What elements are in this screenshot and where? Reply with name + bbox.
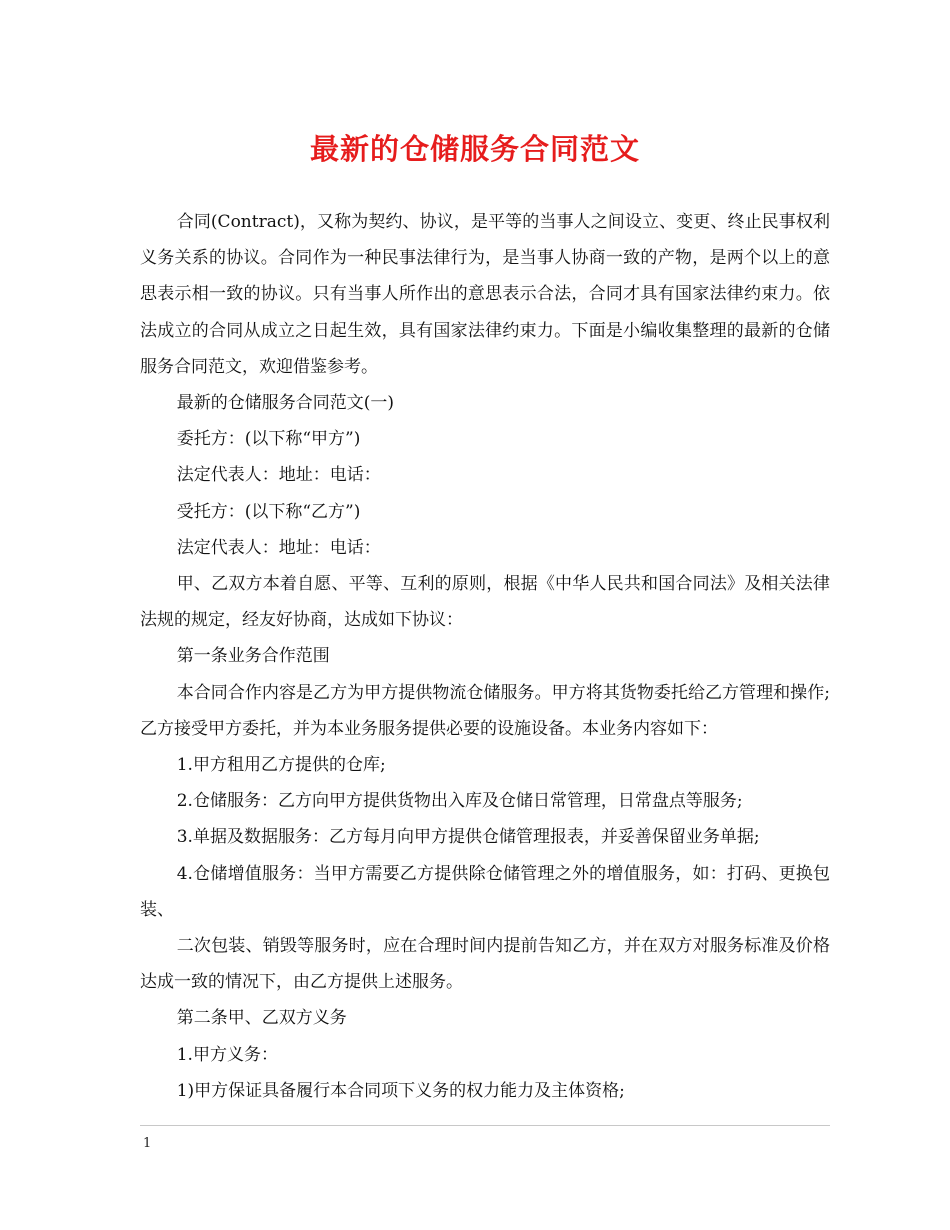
paragraph-item-1: 1.甲方租用乙方提供的仓库; bbox=[176, 755, 386, 776]
document-body bbox=[140, 204, 830, 1109]
paragraph-party-a: 委托方：(以下称“甲方”) bbox=[176, 429, 361, 450]
paragraph-party-a-duties: 1.甲方义务： bbox=[176, 1044, 278, 1065]
paragraph-item-2: 2.仓储服务：乙方向甲方提供货物出入库及仓储日常管理，日常盘点等服务; bbox=[176, 791, 743, 812]
footer-divider bbox=[140, 1125, 830, 1126]
paragraph-item-4-continued: 二次包装、销毁等服务时，应在合理时间内提前告知乙方，并在双方对服务标准及价格达成一致的情况下，由乙方提供上述服务。 bbox=[140, 936, 830, 993]
paragraph-principles: 甲、乙双方本着自愿、平等、互利的原则，根据《中华人民共和国合同法》及相关法律法规的规定，经友好协商，达成如下协议： bbox=[140, 574, 830, 631]
paragraph-intro: 合同(Contract)，又称为契约、协议，是平等的当事人之间设立、变更、终止民事权利义务关系的协议。合同作为一种民事法律行为，是当事人协商一致的产物，是两个以上的意思表示相一致的协议。只有当事人所作出的意思表示合法，合同才具有国家法律约束力。依法成立的合同从成立之日起生效，具有国家法律约束力。下面是小编收集整理的最新的仓储服务合同范文，欢迎借鉴参考。 bbox=[140, 212, 830, 377]
paragraph-duty-1: 1)甲方保证具备履行本合同项下义务的权力能力及主体资格; bbox=[176, 1080, 625, 1101]
paragraph-party-b: 受托方：(以下称“乙方”) bbox=[176, 501, 361, 522]
paragraph-section-heading: 最新的仓储服务合同范文(一) bbox=[176, 393, 394, 414]
document-title: 最新的仓储服务合同范文 bbox=[309, 132, 640, 166]
paragraph-item-3: 3.单据及数据服务：乙方每月向甲方提供仓储管理报表，并妥善保留业务单据; bbox=[176, 827, 760, 848]
paragraph-party-b-rep: 法定代表人：地址：电话： bbox=[176, 537, 381, 558]
paragraph-article-2: 第二条甲、乙双方义务 bbox=[176, 1008, 347, 1029]
paragraph-article-1: 第一条业务合作范围 bbox=[176, 646, 330, 667]
paragraph-party-a-rep: 法定代表人：地址：电话： bbox=[176, 465, 381, 486]
paragraph-scope: 本合同合作内容是乙方为甲方提供物流仓储服务。甲方将其货物委托给乙方管理和操作;乙方接受甲方委托，并为本业务服务提供必要的设施设备。本业务内容如下： bbox=[140, 682, 830, 739]
paragraph-item-4: 4.仓储增值服务：当甲方需要乙方提供除仓储管理之外的增值服务，如：打码、更换包装、 bbox=[140, 863, 830, 920]
page-number: 1 bbox=[143, 1136, 152, 1151]
